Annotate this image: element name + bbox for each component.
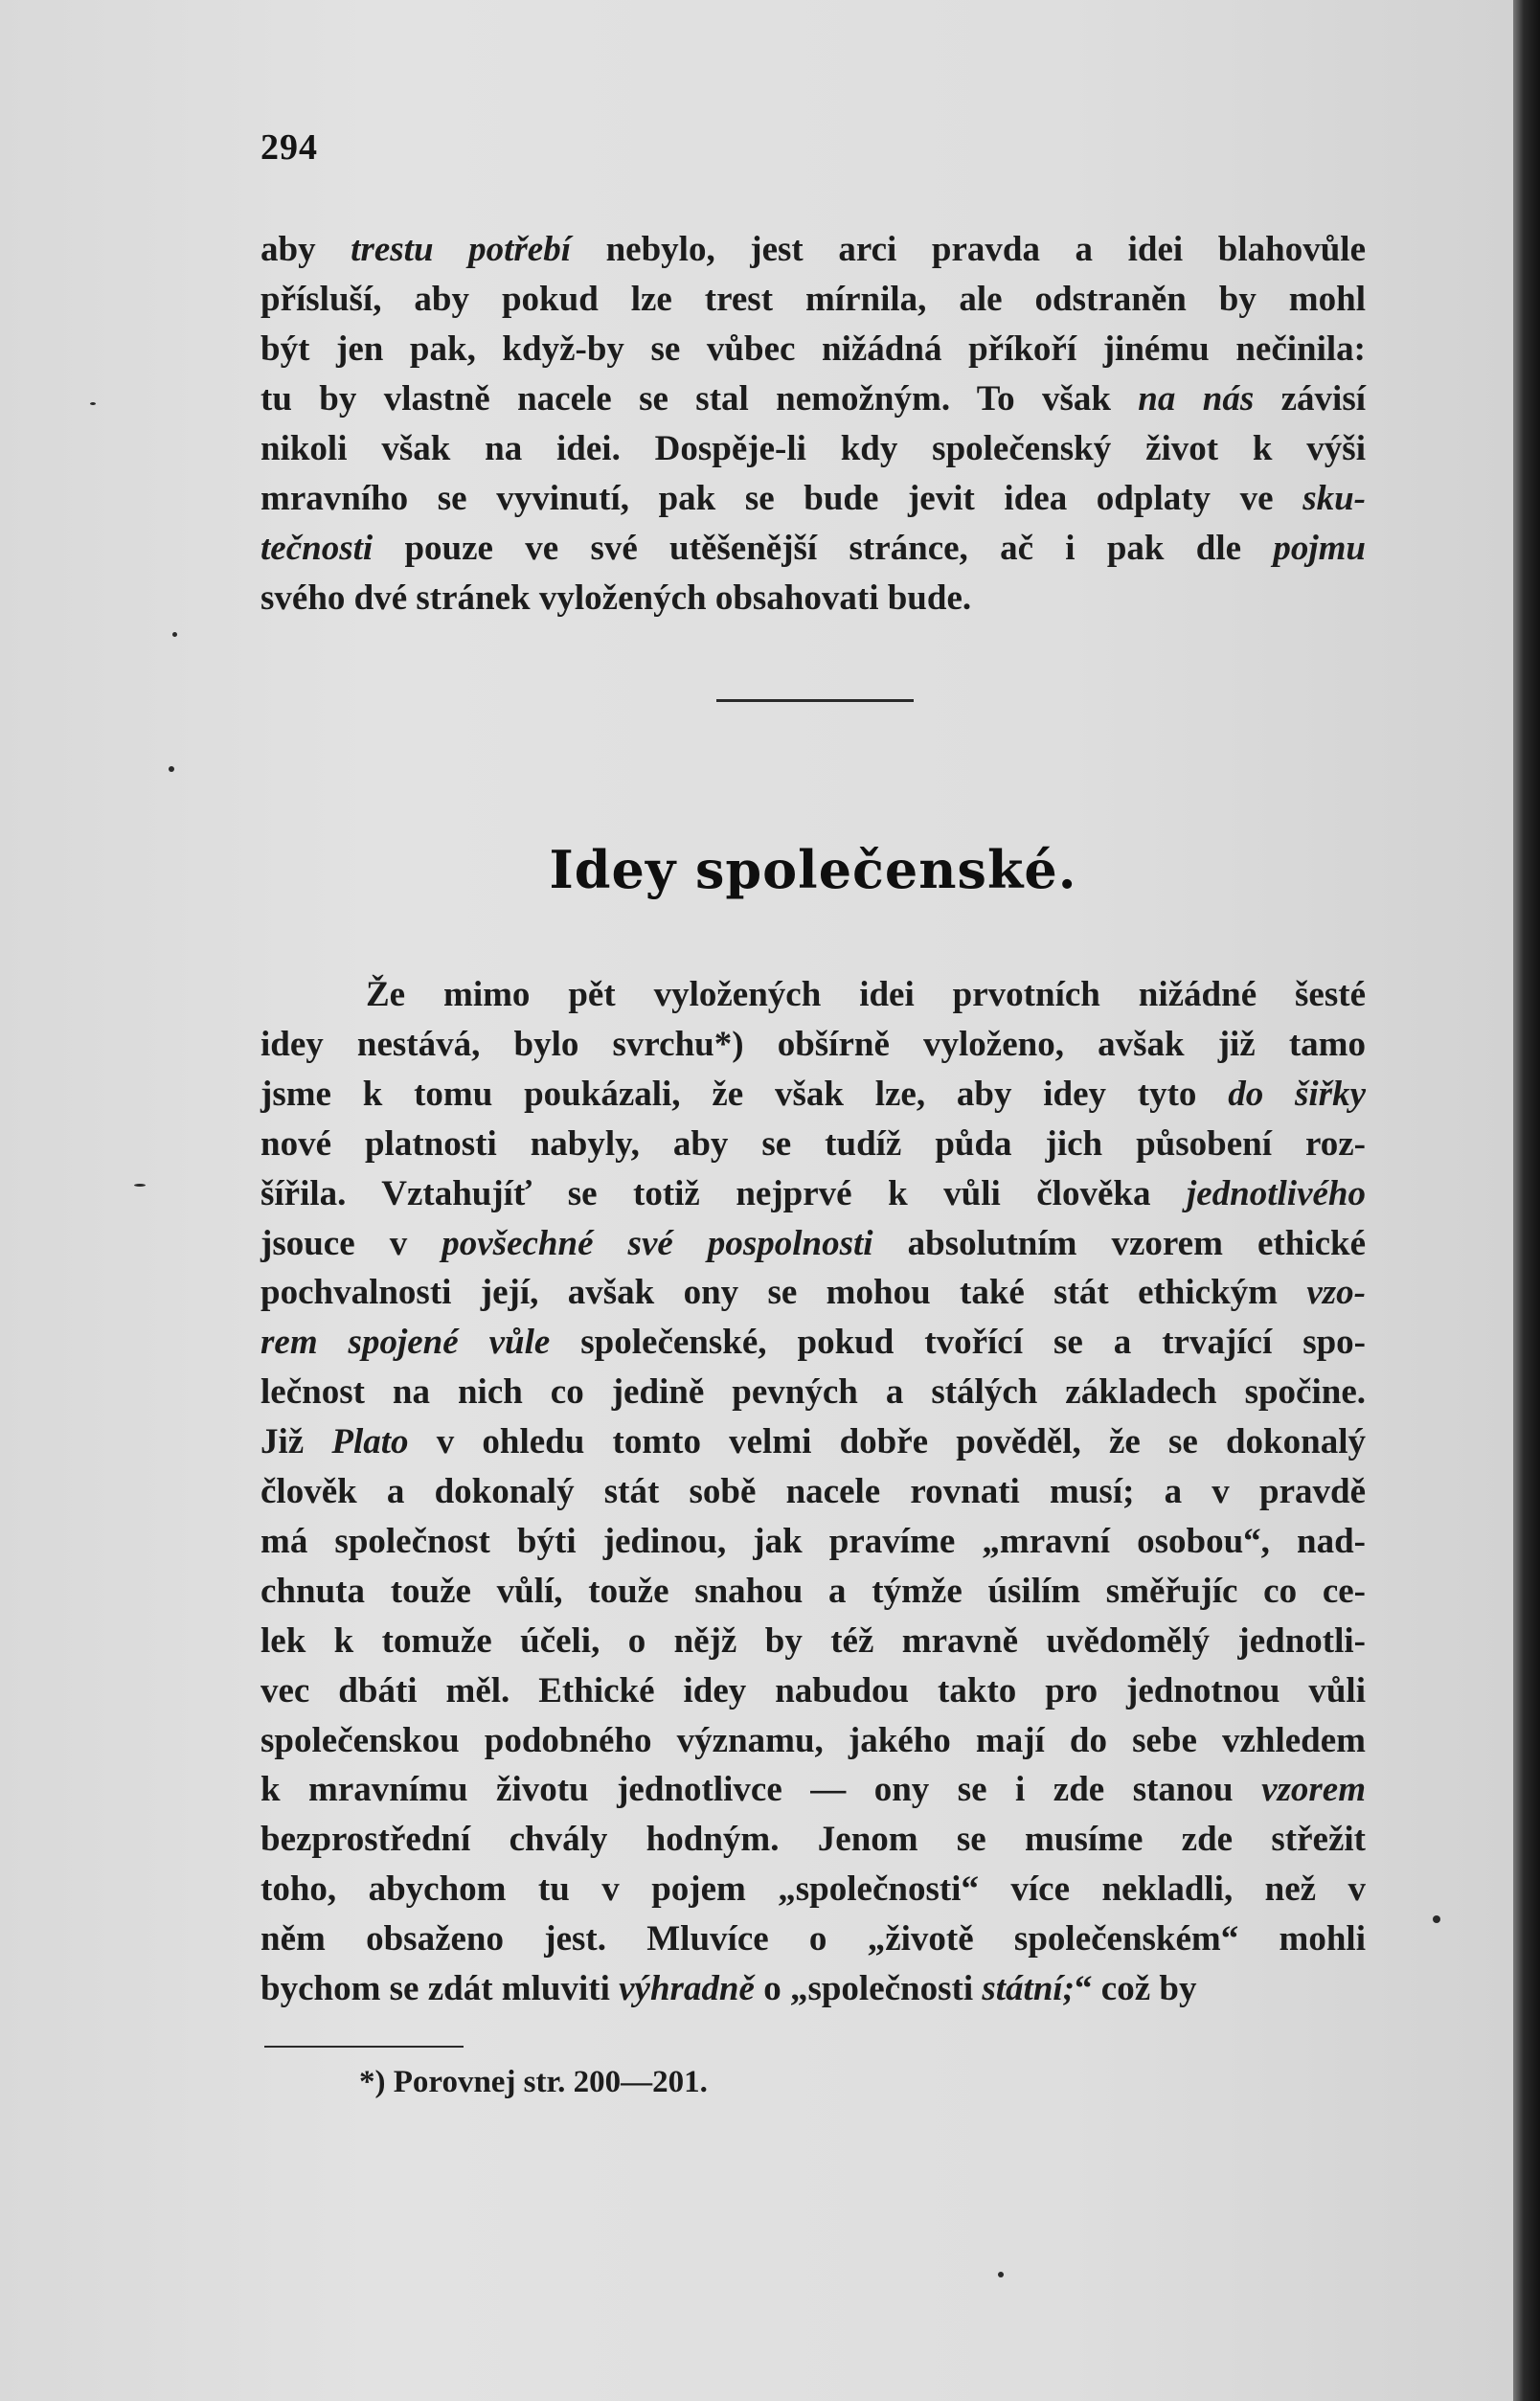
text-run: svého dvé stránek vyložených obsahovati bude. (260, 578, 972, 618)
text-line (260, 1865, 1366, 1914)
italic-text: státní; (982, 1969, 1076, 2008)
text-line (260, 1467, 1366, 1517)
text-run: být jen pak, když-by se vůbec nižádná příkoří jinému nečinila: (260, 329, 1366, 369)
text-run: společenskou podobného významu, jakého mají do sebe vzhledem (260, 1720, 1366, 1760)
text-line (260, 1318, 1366, 1368)
ink-speck (90, 402, 96, 405)
text-run: má společnost býti jedinou, jak pravíme „mravní osobou“, nad- (260, 1521, 1366, 1561)
text-run: šířila. Vztahujíť se totiž nejprvé k vůli člověka (260, 1173, 1187, 1213)
text-run: pochvalnosti její, avšak ony se mohou také stát ethickým (260, 1273, 1307, 1313)
text-run: lek k tomuže účeli, o nějž by též mravně uvědomělý jednotli- (260, 1620, 1366, 1661)
text-line (260, 1169, 1366, 1219)
text-line (260, 1964, 1366, 2014)
ink-speck (169, 766, 174, 772)
text-line (260, 1666, 1366, 1716)
text-line (260, 574, 1366, 623)
italic-text: tečnosti (260, 529, 374, 568)
ink-speck (172, 632, 177, 637)
text-run: nebylo, jest arci pravda a idei blahovůle (571, 230, 1366, 269)
text-line (260, 1268, 1366, 1318)
text-run: bychom se zdát mluviti (260, 1969, 620, 2008)
text-run: nikoli však na idei. Dospěje-li kdy společenský život k výši (260, 429, 1366, 468)
text-line (260, 325, 1366, 374)
italic-text: rem spojené vůle (260, 1323, 551, 1363)
text-run: společenské, pokud tvořící se a trvající spo- (550, 1323, 1367, 1363)
text-run: Že mimo pět vyložených idei prvotních nižádné šesté (366, 975, 1366, 1014)
text-line (260, 1914, 1366, 1964)
text-run: vec dbáti měl. Ethické idey nabudou takto pro jednotnou vůli (260, 1670, 1366, 1710)
text-line (260, 1417, 1366, 1467)
text-run: o „společnosti (754, 1969, 983, 2008)
text-run: bezprostřední chvály hodným. Jenom se musíme zde střežit (260, 1820, 1366, 1860)
text-line (260, 524, 1366, 574)
text-run: lečnost na nich co jedině pevných a stálých základech spočine. (260, 1372, 1366, 1413)
text-run: aby (260, 230, 351, 269)
text-run: závisí (1254, 379, 1366, 419)
text-run: jsme k tomu poukázali, že však lze, aby idey tyto (260, 1074, 1229, 1114)
text-run: absolutním vzorem ethické (872, 1223, 1366, 1263)
text-run: idey nestává, bylo svrchu*) obšírně vyloženo, avšak již tamo (260, 1024, 1366, 1064)
text-line (260, 225, 1366, 275)
text-run: pouze ve své utěšenější stránce, ač i pak dle (373, 529, 1274, 568)
italic-text: trestu potřebí (351, 230, 571, 269)
text-run: člověk a dokonalý stát sobě nacele rovnati musí; a v pravdě (260, 1472, 1366, 1511)
section-heading: Idey společenské. (549, 839, 1077, 900)
text-run: “ což by (1075, 1969, 1197, 2008)
text-line (260, 1815, 1366, 1865)
text-run: tu by vlastně nacele se stal nemožným. To však (260, 379, 1139, 419)
text-line (260, 1716, 1366, 1766)
italic-text: vzorem (1261, 1770, 1366, 1810)
italic-text: pojmu (1273, 529, 1366, 568)
text-run: něm obsaženo jest. Mluvíce o „životě společenském“ mohli (260, 1919, 1366, 1959)
text-line (260, 474, 1366, 524)
ink-speck (134, 1184, 146, 1187)
text-line (260, 1567, 1366, 1617)
text-line (260, 1368, 1366, 1417)
text-run: Již (260, 1422, 332, 1462)
text-run: přísluší, aby pokud lze trest mírnila, ale odstraněn by mohl (260, 280, 1366, 319)
page-edge-shadow (1513, 0, 1540, 2401)
text-line (260, 424, 1366, 474)
footnote: *) Porovnej str. 200—201. (359, 2065, 708, 2099)
text-run: toho, abychom tu v pojem „společnosti“ více nekladli, než v (260, 1869, 1366, 1910)
text-line (260, 374, 1366, 424)
italic-text: jednotlivého (1186, 1173, 1366, 1213)
ink-speck (998, 2272, 1004, 2277)
text-line (260, 1517, 1366, 1567)
footnote-rule (264, 2046, 464, 2048)
italic-text: do šiřky (1228, 1074, 1366, 1114)
text-line (260, 1765, 1366, 1815)
text-line (260, 1120, 1366, 1169)
text-run: jsouce v (260, 1223, 442, 1263)
italic-text: sku- (1302, 479, 1366, 518)
page-number: 294 (260, 127, 318, 168)
text-run: mravního se vyvinutí, pak se bude jevit idea odplaty ve (260, 479, 1303, 518)
text-line (260, 1219, 1366, 1269)
text-line (366, 970, 1366, 1020)
italic-text: povšechné své pospolnosti (442, 1223, 873, 1263)
text-run: v ohledu tomto velmi dobře pověděl, že se dokonalý (408, 1422, 1366, 1462)
italic-text: na nás (1138, 379, 1255, 419)
text-run: chnuta touže vůlí, touže snahou a týmže úsilím směřujíc co ce- (260, 1571, 1366, 1611)
text-line (260, 275, 1366, 325)
text-run: k mravnímu životu jednotlivce — ony se i zde stanou (260, 1770, 1262, 1810)
text-run: nové platnosti nabyly, aby se tudíž půda jich působení roz- (260, 1123, 1366, 1164)
italic-text: Plato (331, 1422, 409, 1462)
text-line (260, 1070, 1366, 1120)
ink-speck (1433, 1915, 1440, 1923)
italic-text: výhradně (619, 1969, 755, 2008)
section-divider (716, 699, 914, 702)
text-line (260, 1020, 1366, 1070)
italic-text: vzo- (1306, 1273, 1366, 1313)
text-line (260, 1617, 1366, 1666)
